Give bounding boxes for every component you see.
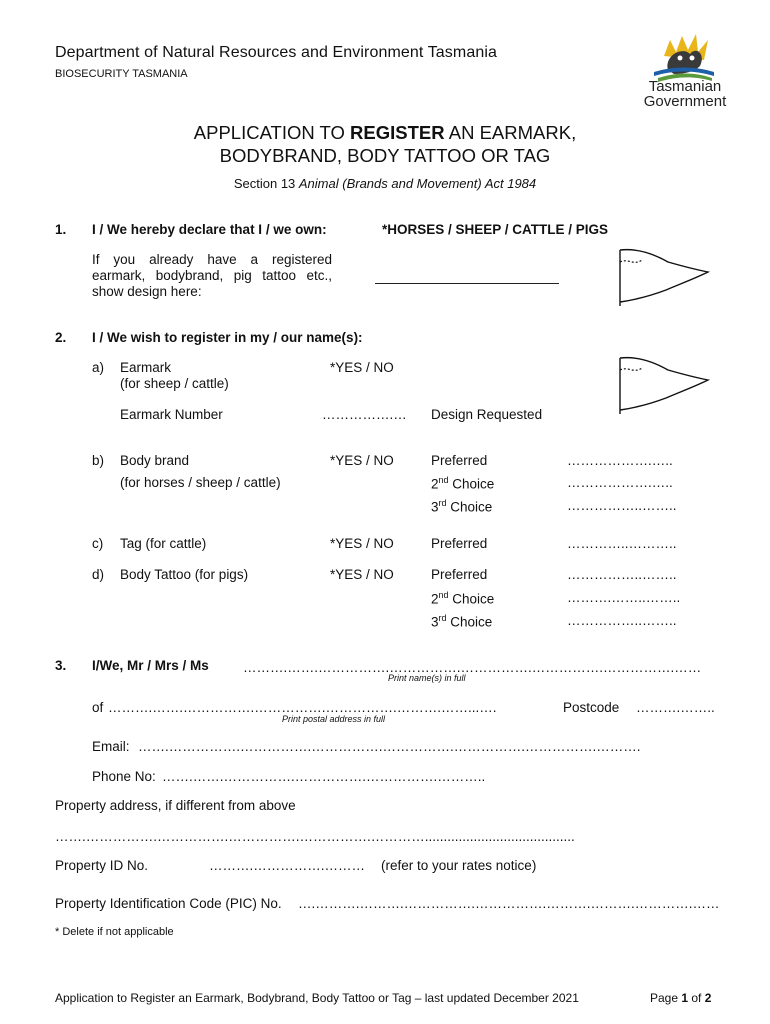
property-address-label: Property address, if different from above <box>55 798 296 813</box>
title-part: AN EARMARK, <box>444 122 577 143</box>
postcode-label: Postcode <box>563 700 620 715</box>
postal-address-label: of <box>92 700 104 715</box>
item-a-letter: a) <box>92 360 105 375</box>
address-hint: Print postal address in full <box>282 714 386 724</box>
existing-design-line[interactable] <box>375 283 559 284</box>
footer-document-title: Application to Register an Earmark, Bodybrand, Body Tattoo or Tag – last updated December 2021 <box>55 991 579 1005</box>
phone-label: Phone No: <box>92 769 156 784</box>
earmark-sublabel: (for sheep / cattle) <box>120 376 229 391</box>
name-hint: Print name(s) in full <box>388 673 466 683</box>
body-tattoo-3rd-choice-label <box>431 613 492 630</box>
pic-field[interactable]: ….……….……….…………….…………….……….……….………….…… <box>298 896 720 911</box>
choice-number: 2 <box>431 476 439 492</box>
property-id-label: Property ID No. <box>55 858 149 873</box>
body-brand-2nd-choice-field[interactable]: ……………….….. <box>567 475 673 490</box>
logo-line-2: Government <box>643 93 727 110</box>
pic-label: Property Identification Code (PIC) No. <box>55 896 282 911</box>
title-emphasis: REGISTER <box>350 122 445 143</box>
earmark-yes-no[interactable]: *YES / NO <box>330 360 394 375</box>
design-requested-icon[interactable] <box>598 352 712 418</box>
logo-line-1: Tasmanian <box>648 78 722 95</box>
body-tattoo-3rd-choice-field[interactable]: ……………..…….. <box>567 613 677 628</box>
legislation-reference <box>0 176 770 191</box>
division-name: BIOSECURITY TASMANIA <box>55 68 188 80</box>
choice-text: Choice <box>446 614 493 630</box>
question-2-label: I / We wish to register in my / our name(s): <box>92 330 363 345</box>
tag-preferred-label: Preferred <box>431 536 488 551</box>
property-address-field[interactable]: …….…………….…………….…………….…………….…………........................................ <box>55 829 575 844</box>
logo-wordmark <box>636 79 734 109</box>
form-title-line-2: BODYBRAND, BODY TATTOO OR TAG <box>219 145 551 166</box>
choice-suffix: rd <box>438 498 447 508</box>
tag-preferred-field[interactable]: …………..……….. <box>567 536 677 551</box>
body-brand-3rd-choice-field[interactable]: ……………..…….. <box>567 498 677 513</box>
choice-text: Choice <box>448 476 495 492</box>
postcode-field[interactable]: ……….…….. <box>636 700 715 715</box>
earmark-number-label: Earmark Number <box>120 407 223 422</box>
item-c-letter: c) <box>92 536 104 551</box>
question-3-label: I/We, Mr / Mrs / Ms <box>92 658 209 673</box>
property-id-note: (refer to your rates notice) <box>381 858 537 873</box>
earmark-number-field[interactable]: …………….… <box>322 407 407 422</box>
question-3-number: 3. <box>55 658 67 673</box>
existing-design-instruction: If you already have a registered earmark, bodybrand, pig tattoo etc., show design here: <box>92 252 332 299</box>
email-field[interactable]: …….…………….…………….…………….…………….…………….…………….………. <box>138 739 641 754</box>
body-tattoo-2nd-choice-label <box>431 590 494 607</box>
body-brand-label: Body brand <box>120 453 190 468</box>
applicant-name-field[interactable]: ……….…….…………….…………….…………….…………….…………….…… <box>243 660 702 675</box>
livestock-options[interactable]: *HORSES / SHEEP / CATTLE / PIGS <box>382 222 609 237</box>
body-tattoo-preferred-label: Preferred <box>431 567 488 582</box>
body-brand-preferred-label: Preferred <box>431 453 488 468</box>
body-brand-2nd-choice-label <box>431 475 494 492</box>
phone-field[interactable]: …….…….…………….…………….…………….……….. <box>162 769 486 784</box>
body-brand-3rd-choice-label <box>431 498 492 515</box>
body-brand-sublabel: (for horses / sheep / cattle) <box>120 475 281 490</box>
section-number: Section 13 <box>233 176 299 191</box>
delete-note: * Delete if not applicable <box>55 926 174 938</box>
question-1-label: I / We hereby declare that I / we own: <box>92 222 327 237</box>
choice-suffix: nd <box>438 475 449 485</box>
item-d-letter: d) <box>92 567 105 582</box>
body-tattoo-preferred-field[interactable]: ……………..…….. <box>567 567 677 582</box>
body-tattoo-label: Body Tattoo (for pigs) <box>120 567 249 582</box>
page-number <box>650 991 711 1005</box>
question-2-number: 2. <box>55 330 67 345</box>
choice-number: 3 <box>431 499 439 515</box>
postal-address-field[interactable]: ……….…….…………….…………….…………….……….……...…. <box>108 700 497 715</box>
page-word: Page <box>650 991 682 1005</box>
earmark-shape-icon <box>598 244 712 310</box>
choice-suffix: nd <box>438 590 449 600</box>
choice-number: 2 <box>431 591 439 607</box>
property-id-field[interactable]: ……….…………….……… <box>209 858 366 873</box>
choice-suffix: rd <box>438 613 447 623</box>
choice-text: Choice <box>446 499 493 515</box>
current-page: 1 <box>681 991 689 1005</box>
body-tattoo-yes-no[interactable]: *YES / NO <box>330 567 394 582</box>
body-tattoo-2nd-choice-field[interactable]: ……….……..…….. <box>567 590 681 605</box>
act-name: Animal (Brands and Movement) Act 1984 <box>298 176 537 191</box>
design-requested-label: Design Requested <box>431 407 543 422</box>
body-brand-yes-no[interactable]: *YES / NO <box>330 453 394 468</box>
choice-number: 3 <box>431 614 439 630</box>
tag-yes-no[interactable]: *YES / NO <box>330 536 394 551</box>
title-part: APPLICATION TO <box>193 122 351 143</box>
question-1-number: 1. <box>55 222 67 237</box>
department-name: Department of Natural Resources and Environment Tasmania <box>55 44 497 61</box>
body-brand-preferred-field[interactable]: ……………….….. <box>567 453 673 468</box>
earmark-label: Earmark <box>120 360 172 375</box>
choice-text: Choice <box>448 591 495 607</box>
tag-label: Tag (for cattle) <box>120 536 207 551</box>
item-b-letter: b) <box>92 453 105 468</box>
page-of: of <box>688 991 705 1005</box>
email-label: Email: <box>92 739 130 754</box>
form-title-line-1 <box>0 122 770 144</box>
total-pages: 2 <box>704 991 712 1005</box>
